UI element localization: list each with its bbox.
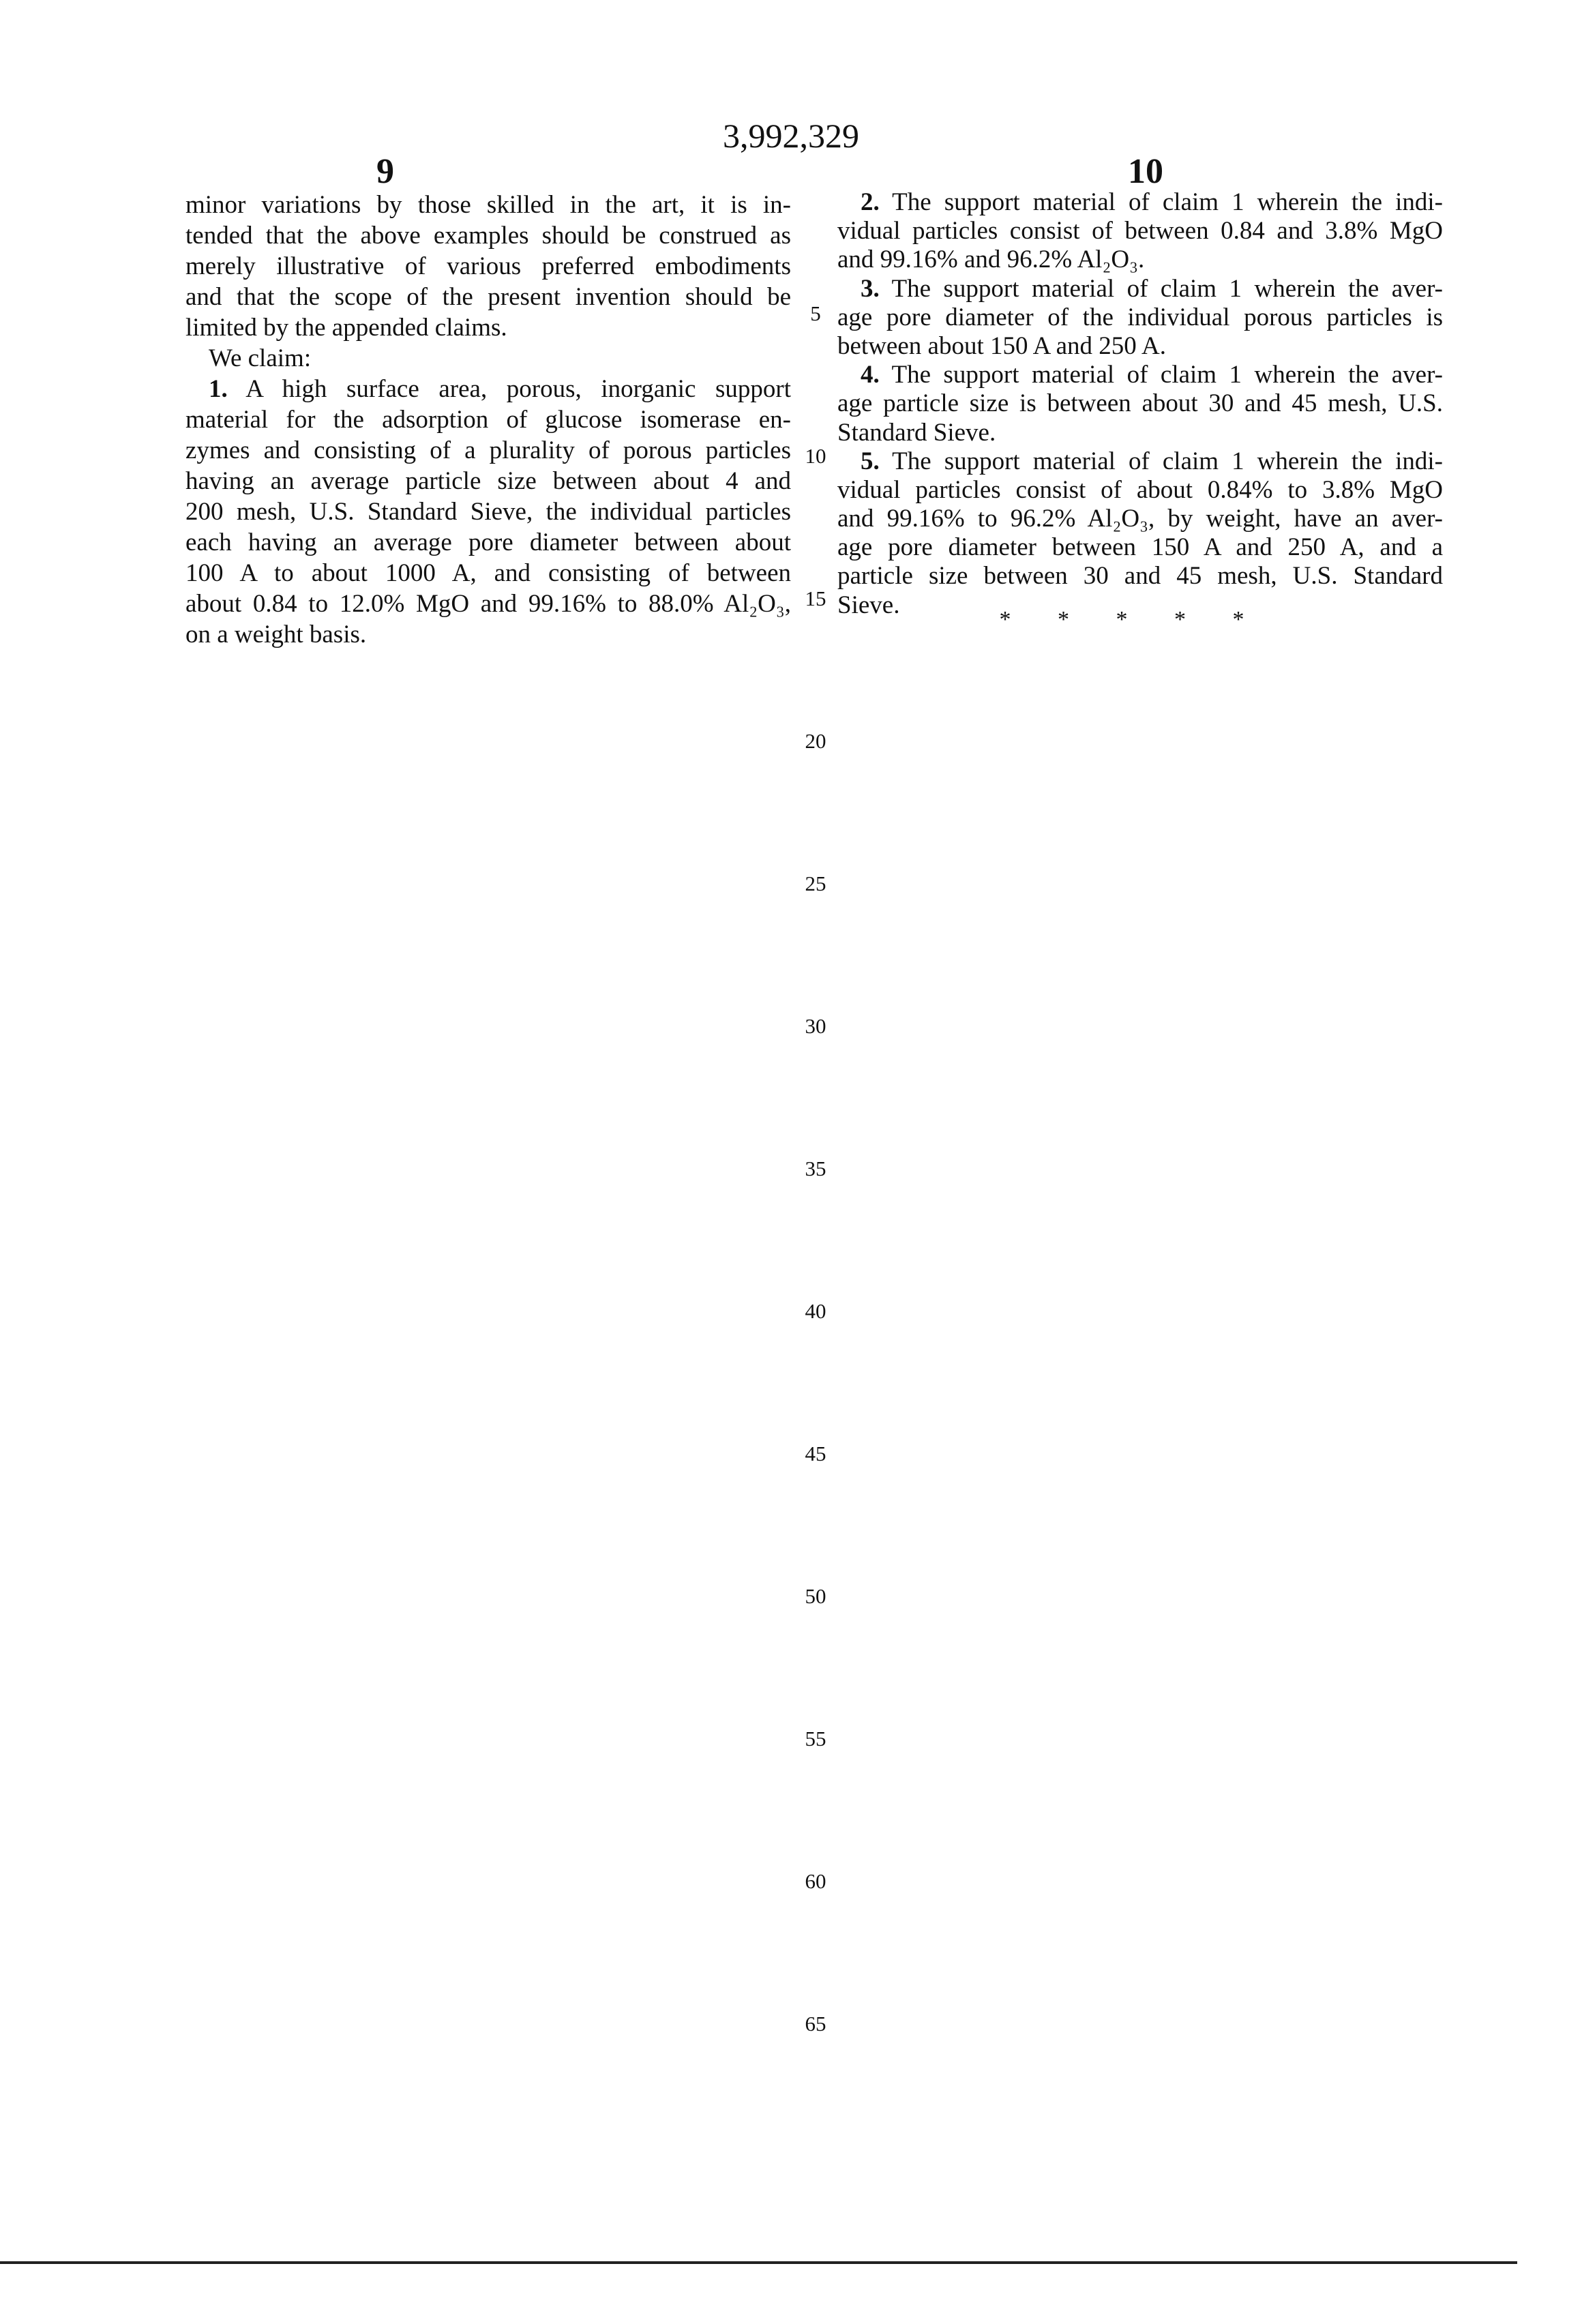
bottom-rule: [0, 2261, 1517, 2264]
text-line: [837, 419, 1443, 447]
line-text: age pore diameter of the individual porous particles is: [837, 303, 1443, 331]
line-text: Standard Sieve.: [837, 419, 996, 447]
text-line: [837, 188, 1443, 217]
text-line: [185, 558, 791, 589]
text-line: [185, 435, 791, 466]
text-line: [837, 303, 1443, 332]
text-line: [837, 275, 1443, 303]
claim-number: 3.: [861, 275, 880, 303]
line-text: and that the scope of the present invention should be: [185, 283, 791, 311]
line-text: material for the adsorption of glucose isomerase en-: [185, 406, 791, 434]
line-text: 100 A to about 1000 A, and consisting of between: [185, 559, 791, 587]
line-text: between about 150 A and 250 A.: [837, 332, 1166, 360]
text-line: [837, 332, 1443, 361]
line-text: The support material of claim 1 wherein the indi-: [880, 447, 1443, 475]
claim-number: 5.: [861, 447, 880, 475]
line-text: age pore diameter between 150 A and 250 A, and a: [837, 533, 1443, 561]
line-text: The support material of claim 1 wherein the aver-: [880, 275, 1443, 303]
line-text: minor variations by those skilled in the art, it is in-: [185, 191, 791, 219]
line-text: and 99.16% and 96.2% Al₂O₃.: [837, 245, 1144, 273]
line-text: Sieve.: [837, 591, 899, 619]
text-line: [837, 533, 1443, 562]
line-text: limited by the appended claims.: [185, 314, 507, 342]
line-text: The support material of claim 1 wherein the indi-: [880, 188, 1443, 216]
line-text: A high surface area, porous, inorganic support: [228, 375, 791, 403]
line-number: 35: [795, 1157, 836, 1181]
line-text: each having an average pore diameter between about: [185, 528, 791, 556]
line-text: having an average particle size between about 4 and: [185, 467, 791, 495]
line-text: merely illustrative of various preferred embodiments: [185, 252, 791, 280]
line-text: vidual particles consist of about 0.84% to 3.8% MgO: [837, 476, 1443, 504]
right-column-number: 10: [1111, 151, 1180, 192]
end-of-claims-mark: * * * * *: [996, 607, 1268, 633]
line-text: 200 mesh, U.S. Standard Sieve, the individual particles: [185, 498, 791, 526]
line-number: 65: [795, 2012, 836, 2036]
line-number: 50: [795, 1584, 836, 1609]
line-text: about 0.84 to 12.0% MgO and 99.16% to 88.0% Al₂O₃,: [185, 590, 791, 618]
text-line: [837, 562, 1443, 591]
text-line: [185, 374, 791, 404]
claim-number: 1.: [209, 375, 228, 403]
line-number: 5: [795, 301, 836, 326]
text-line: [837, 447, 1443, 476]
claim-number: 2.: [861, 188, 880, 216]
text-line: [185, 496, 791, 527]
text-line: [185, 220, 791, 251]
line-text: vidual particles consist of between 0.84 and 3.8% MgO: [837, 217, 1443, 245]
left-column-number: 9: [355, 151, 416, 192]
text-line: [185, 527, 791, 558]
line-text: tended that the above examples should be construed as: [185, 222, 791, 250]
line-number: 60: [795, 1869, 836, 1894]
line-number: 10: [795, 444, 836, 468]
line-number: 15: [795, 586, 836, 611]
line-text: We claim:: [209, 344, 311, 372]
line-number: 45: [795, 1442, 836, 1466]
text-line: [185, 619, 791, 650]
text-line: [837, 245, 1443, 274]
line-text: age particle size is between about 30 and 45 mesh, U.S.: [837, 389, 1443, 417]
line-number: 40: [795, 1299, 836, 1324]
text-line: [185, 343, 791, 374]
text-line: [185, 589, 791, 619]
text-line: [837, 476, 1443, 505]
text-line: [185, 190, 791, 220]
line-text: particle size between 30 and 45 mesh, U.S. Standard: [837, 562, 1443, 590]
text-line: [185, 466, 791, 496]
line-number: 30: [795, 1014, 836, 1039]
text-line: [837, 217, 1443, 245]
right-text-column: [837, 188, 1443, 620]
text-line: [185, 251, 791, 282]
line-number: 20: [795, 729, 836, 754]
line-number: 55: [795, 1727, 836, 1751]
left-text-column: [185, 190, 791, 650]
text-line: [185, 312, 791, 343]
line-text: on a weight basis.: [185, 621, 366, 649]
line-number: 25: [795, 872, 836, 896]
line-text: and 99.16% to 96.2% Al₂O₃, by weight, have an aver-: [837, 505, 1443, 533]
claim-number: 4.: [861, 361, 880, 389]
text-line: [837, 361, 1443, 389]
text-line: [837, 389, 1443, 418]
text-line: [837, 505, 1443, 533]
patent-number: 3,992,329: [0, 116, 1582, 155]
line-text: zymes and consisting of a plurality of porous particles: [185, 436, 791, 464]
text-line: [185, 404, 791, 435]
text-line: [185, 282, 791, 312]
line-text: The support material of claim 1 wherein the aver-: [880, 361, 1443, 389]
